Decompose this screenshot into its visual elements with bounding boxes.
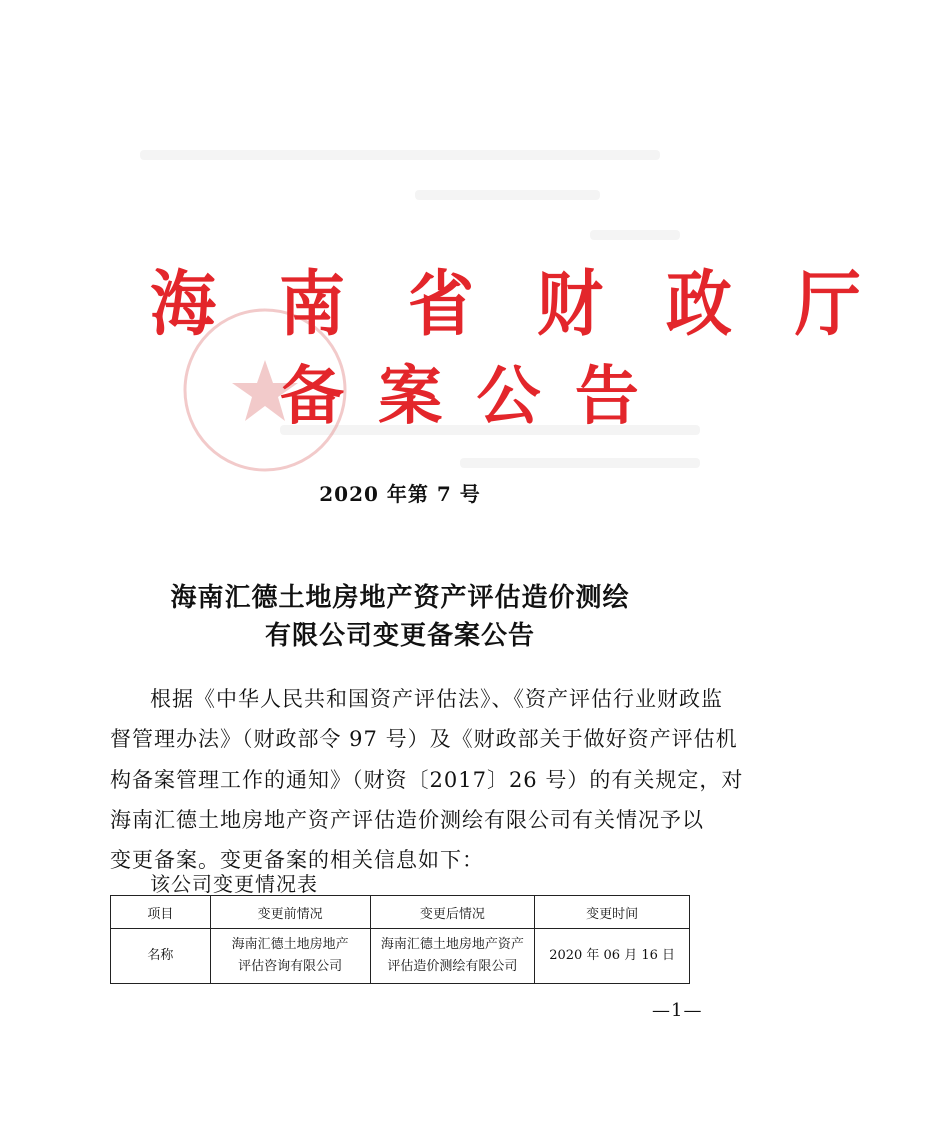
cell-after-line2: 评估造价测绘有限公司 (387, 959, 518, 974)
cell-item: 名称 (111, 929, 211, 984)
page-number: —1— (652, 1000, 703, 1021)
header-cell-item: 项目 (111, 896, 211, 929)
body-line: 督管理办法》（财政部令 97 号）及《财政部关于做好资产评估机 (110, 727, 738, 751)
body-line: 海南汇德土地房地产资产评估造价测绘有限公司有关情况予以 (110, 808, 704, 832)
body-line: 变更备案。变更备案的相关信息如下： (110, 848, 484, 872)
bleed-through-text (590, 230, 680, 240)
body-line: 构备案管理工作的通知》（财资〔2017〕26 号）的有关规定，对 (110, 768, 744, 792)
table-caption: 该公司变更情况表 (150, 872, 318, 896)
document-number: 2020 年第 7 号 (319, 482, 481, 506)
cell-before (210, 929, 370, 984)
header-title-line1: 海 南 省 财 政 厅 (150, 262, 881, 346)
body-line: 根据《中华人民共和国资产评估法》、《资产评估行业财政监 (150, 687, 723, 711)
header-cell-date: 变更时间 (535, 896, 690, 929)
bleed-through-text (140, 150, 660, 160)
notice-heading-line2: 有限公司变更备案公告 (264, 621, 535, 651)
header-cell-before: 变更前情况 (210, 896, 370, 929)
table-header-row (111, 896, 690, 929)
table-row (111, 929, 690, 984)
bleed-through-text (460, 458, 700, 468)
cell-before-line1: 海南汇德土地房地产 (231, 937, 349, 952)
cell-before-line2: 评估咨询有限公司 (238, 959, 343, 974)
notice-heading-line1: 海南汇德土地房地产资产评估造价测绘 (170, 583, 630, 613)
cell-after-line1: 海南汇德土地房地产资产 (380, 937, 524, 952)
header-title-line2: 备 案 公 告 (280, 360, 645, 434)
changes-table (110, 895, 690, 984)
header-cell-after: 变更后情况 (370, 896, 535, 929)
cell-after (370, 929, 535, 984)
cell-date: 2020 年 06 月 16 日 (535, 929, 690, 984)
bleed-through-text (415, 190, 600, 200)
